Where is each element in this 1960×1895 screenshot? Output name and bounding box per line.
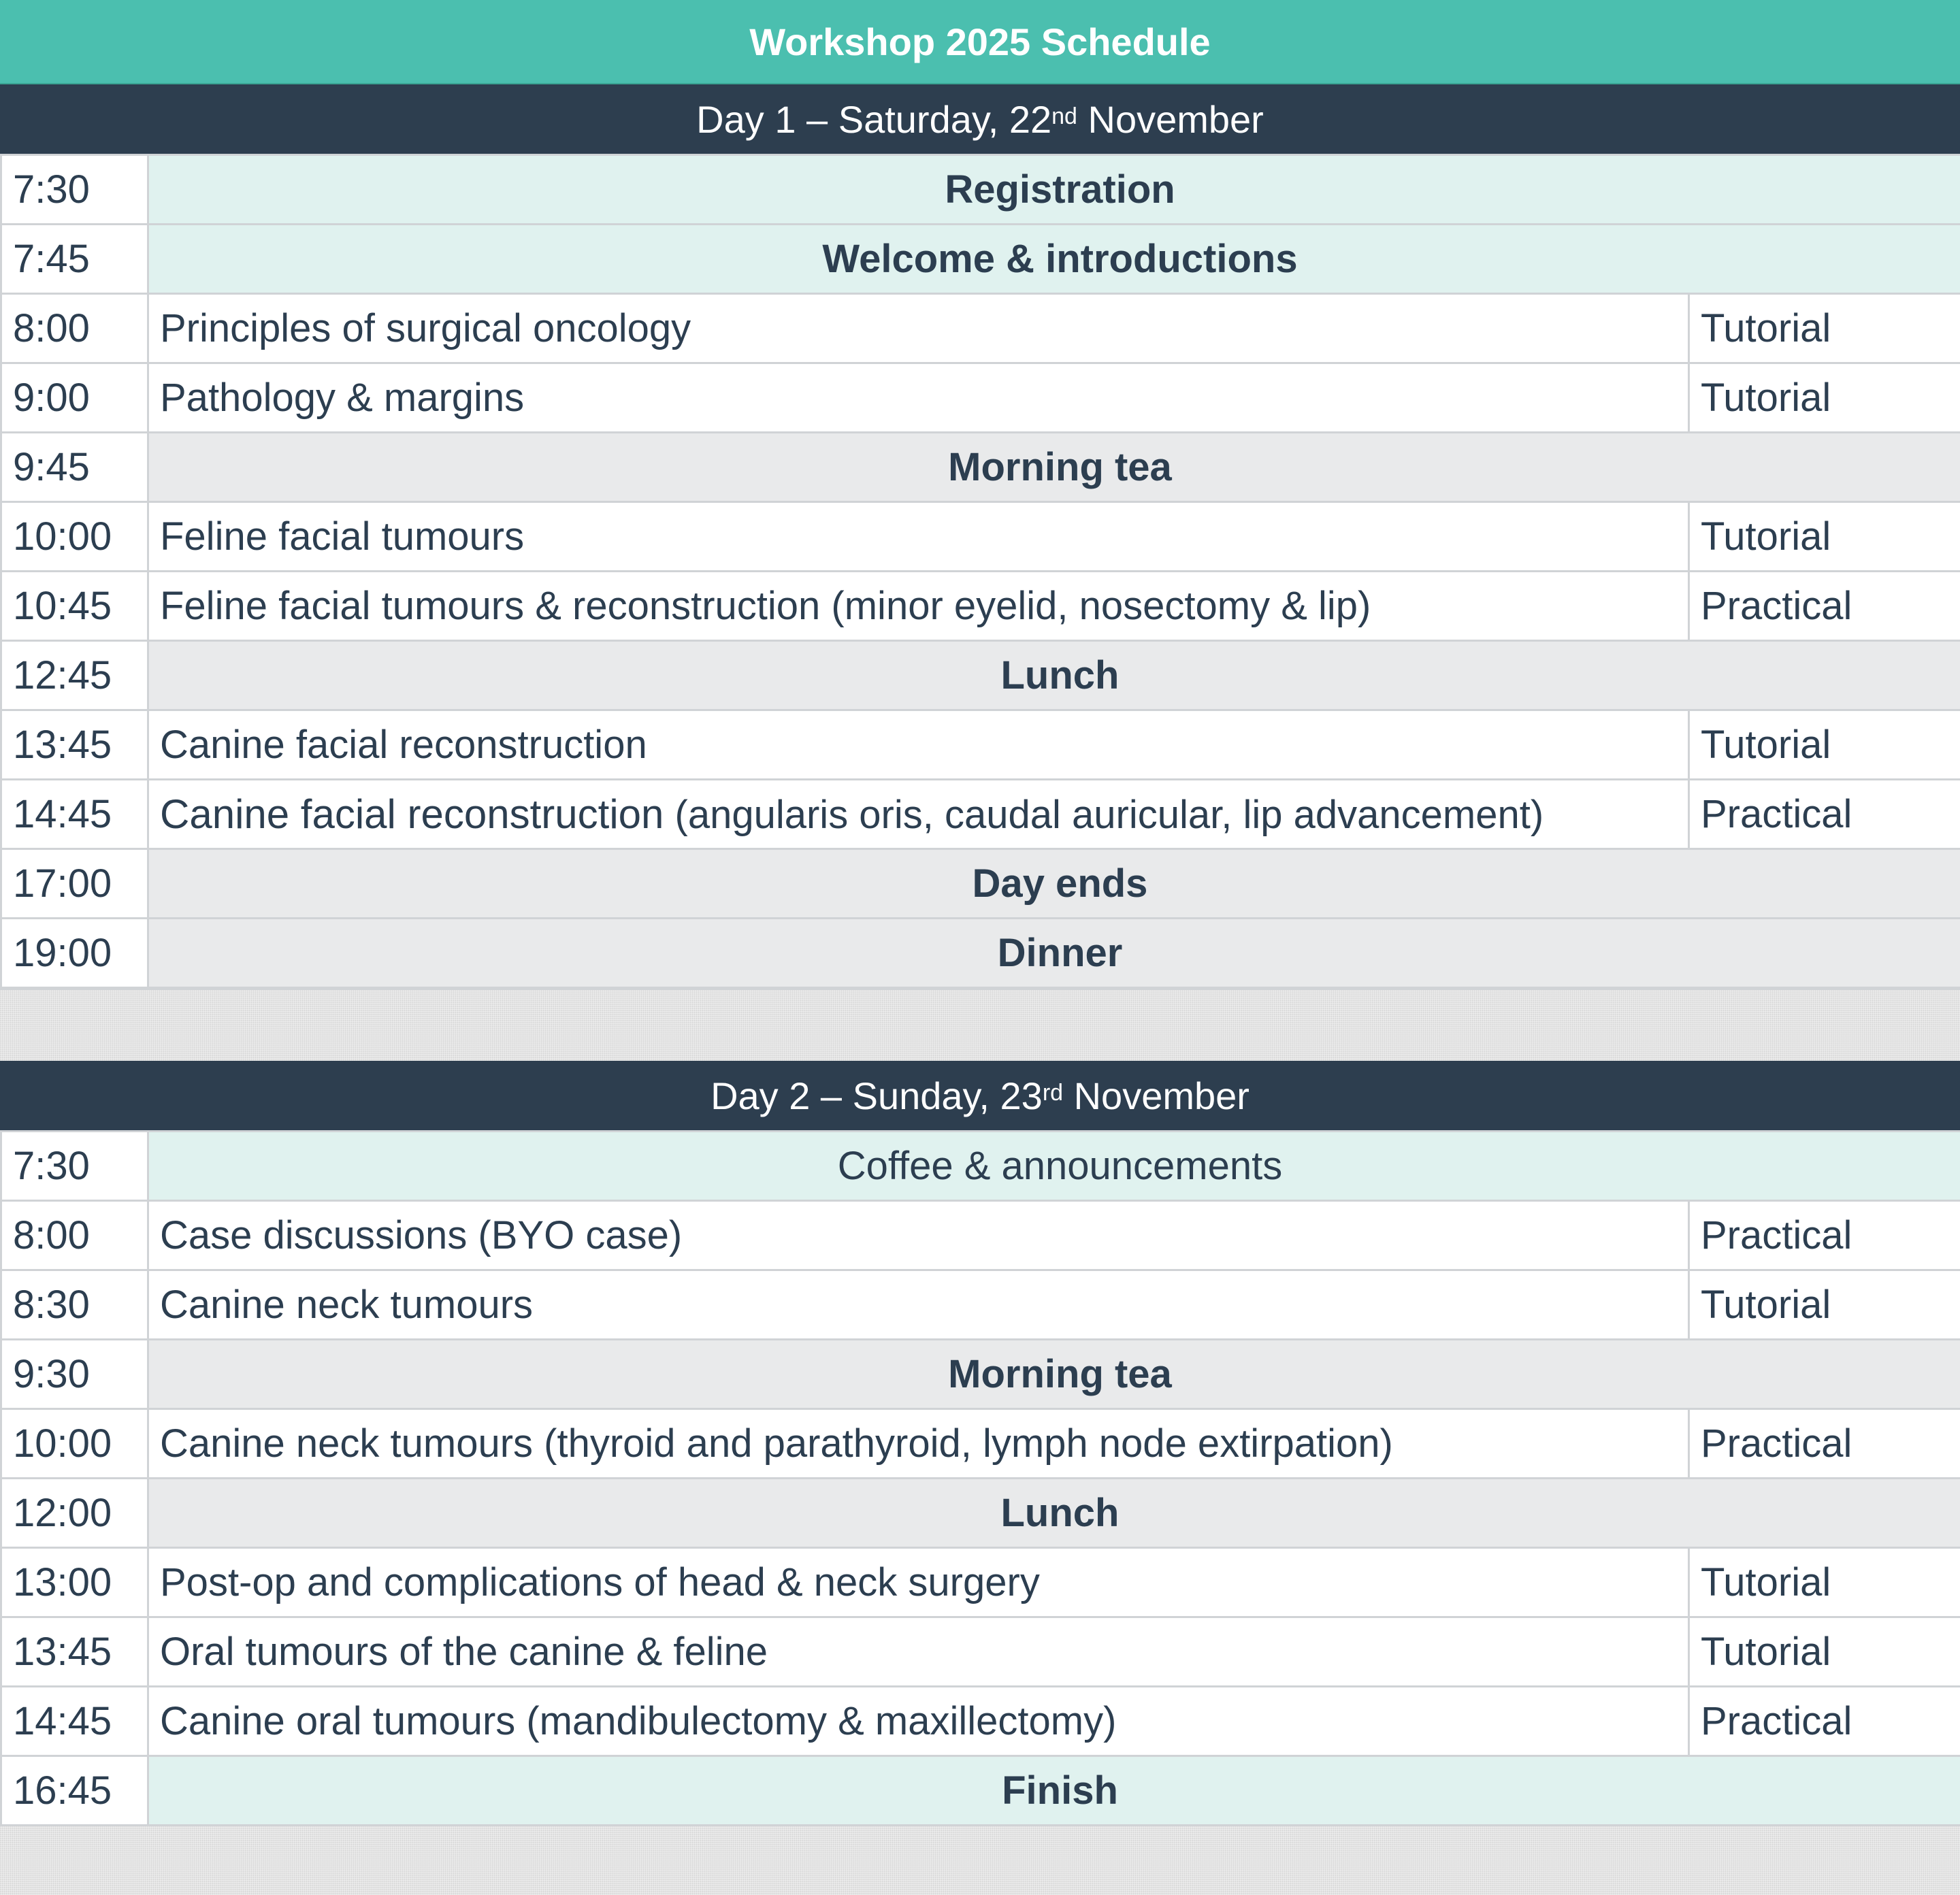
topic-main-text: Canine facial reconstruction [160, 791, 664, 837]
topic-detail-text: (angularis oris, caudal auricular, lip advancement) [664, 793, 1544, 837]
break-label-cell: Morning tea [148, 433, 1960, 502]
break-label-cell: Registration [148, 155, 1960, 225]
schedule-row [1, 641, 1960, 710]
time-cell: 12:00 [1, 1479, 148, 1548]
schedule-row [1, 155, 1960, 225]
schedule-row [1, 1409, 1960, 1479]
schedule-row [1, 1479, 1960, 1548]
schedule-row [1, 1270, 1960, 1340]
topic-cell: Oral tumours of the canine & feline [148, 1617, 1689, 1687]
time-cell: 16:45 [1, 1756, 148, 1826]
time-cell: 12:45 [1, 641, 148, 710]
time-cell: 9:00 [1, 363, 148, 433]
session-type-cell: Tutorial [1689, 1548, 1960, 1617]
session-type-cell: Tutorial [1689, 502, 1960, 572]
session-type-cell: Practical [1689, 1409, 1960, 1479]
day-1-heading-prefix: Day 1 – Saturday, 22 [696, 97, 1051, 142]
schedule-row [1, 1687, 1960, 1756]
session-type-cell: Tutorial [1689, 294, 1960, 363]
day-2-heading-suffix: November [1063, 1074, 1250, 1118]
break-label-cell: Day ends [148, 849, 1960, 919]
day-1-heading-suffix: November [1077, 97, 1264, 142]
day-1-table [0, 154, 1960, 989]
schedule-row [1, 433, 1960, 502]
session-type-cell: Practical [1689, 1201, 1960, 1270]
bottom-filler [0, 1826, 1960, 1895]
day-1-section [0, 84, 1960, 989]
session-type-cell: Practical [1689, 572, 1960, 641]
schedule-row [1, 1340, 1960, 1409]
session-type-cell: Tutorial [1689, 363, 1960, 433]
day-2-header [0, 1061, 1960, 1130]
topic-cell: Feline facial tumours & reconstruction (minor eyelid, nosectomy & lip) [148, 572, 1689, 641]
schedule-row [1, 710, 1960, 780]
break-label-cell: Lunch [148, 1479, 1960, 1548]
schedule-row [1, 1132, 1960, 1201]
time-cell: 7:45 [1, 225, 148, 294]
time-cell: 14:45 [1, 1687, 148, 1756]
schedule-title: Workshop 2025 Schedule [0, 0, 1960, 84]
day-2-heading-prefix: Day 2 – Sunday, 23 [710, 1074, 1043, 1118]
time-cell: 8:30 [1, 1270, 148, 1340]
time-cell: 17:00 [1, 849, 148, 919]
topic-cell: Canine oral tumours (mandibulectomy & maxillectomy) [148, 1687, 1689, 1756]
topic-cell: Canine facial reconstruction [148, 710, 1689, 780]
time-cell: 9:30 [1, 1340, 148, 1409]
schedule-row [1, 502, 1960, 572]
day-2-heading-ordinal: rd [1043, 1080, 1063, 1106]
topic-cell: Post-op and complications of head & neck surgery [148, 1548, 1689, 1617]
schedule-row [1, 294, 1960, 363]
schedule-row [1, 1756, 1960, 1826]
break-label-cell: Morning tea [148, 1340, 1960, 1409]
day-2-table [0, 1130, 1960, 1826]
time-cell: 8:00 [1, 294, 148, 363]
break-label-cell: Coffee & announcements [148, 1132, 1960, 1201]
session-type-cell: Practical [1689, 780, 1960, 849]
time-cell: 14:45 [1, 780, 148, 849]
time-cell: 13:45 [1, 710, 148, 780]
break-label-cell: Finish [148, 1756, 1960, 1826]
day-1-heading-ordinal: nd [1051, 103, 1077, 130]
session-type-cell: Tutorial [1689, 710, 1960, 780]
topic-cell: Pathology & margins [148, 363, 1689, 433]
topic-cell: Feline facial tumours [148, 502, 1689, 572]
schedule-row [1, 780, 1960, 849]
schedule-row [1, 1548, 1960, 1617]
break-label-cell: Welcome & introductions [148, 225, 1960, 294]
session-type-cell: Practical [1689, 1687, 1960, 1756]
time-cell: 8:00 [1, 1201, 148, 1270]
break-label-cell: Dinner [148, 919, 1960, 988]
time-cell: 10:45 [1, 572, 148, 641]
schedule-row [1, 919, 1960, 988]
day-1-header [0, 84, 1960, 154]
time-cell: 10:00 [1, 1409, 148, 1479]
time-cell: 10:00 [1, 502, 148, 572]
topic-cell: Principles of surgical oncology [148, 294, 1689, 363]
session-type-cell: Tutorial [1689, 1270, 1960, 1340]
time-cell: 7:30 [1, 155, 148, 225]
time-cell: 7:30 [1, 1132, 148, 1201]
schedule-row [1, 363, 1960, 433]
schedule-row [1, 1617, 1960, 1687]
time-cell: 13:45 [1, 1617, 148, 1687]
day-separator [0, 989, 1960, 1061]
session-type-cell: Tutorial [1689, 1617, 1960, 1687]
topic-cell: Canine neck tumours (thyroid and parathyroid, lymph node extirpation) [148, 1409, 1689, 1479]
topic-cell: Canine neck tumours [148, 1270, 1689, 1340]
schedule-row [1, 572, 1960, 641]
schedule-row [1, 225, 1960, 294]
break-label-cell: Lunch [148, 641, 1960, 710]
time-cell: 19:00 [1, 919, 148, 988]
time-cell: 9:45 [1, 433, 148, 502]
schedule-row [1, 849, 1960, 919]
time-cell: 13:00 [1, 1548, 148, 1617]
schedule-row [1, 1201, 1960, 1270]
topic-cell: Case discussions (BYO case) [148, 1201, 1689, 1270]
day-2-section [0, 1061, 1960, 1826]
topic-cell [148, 780, 1689, 849]
